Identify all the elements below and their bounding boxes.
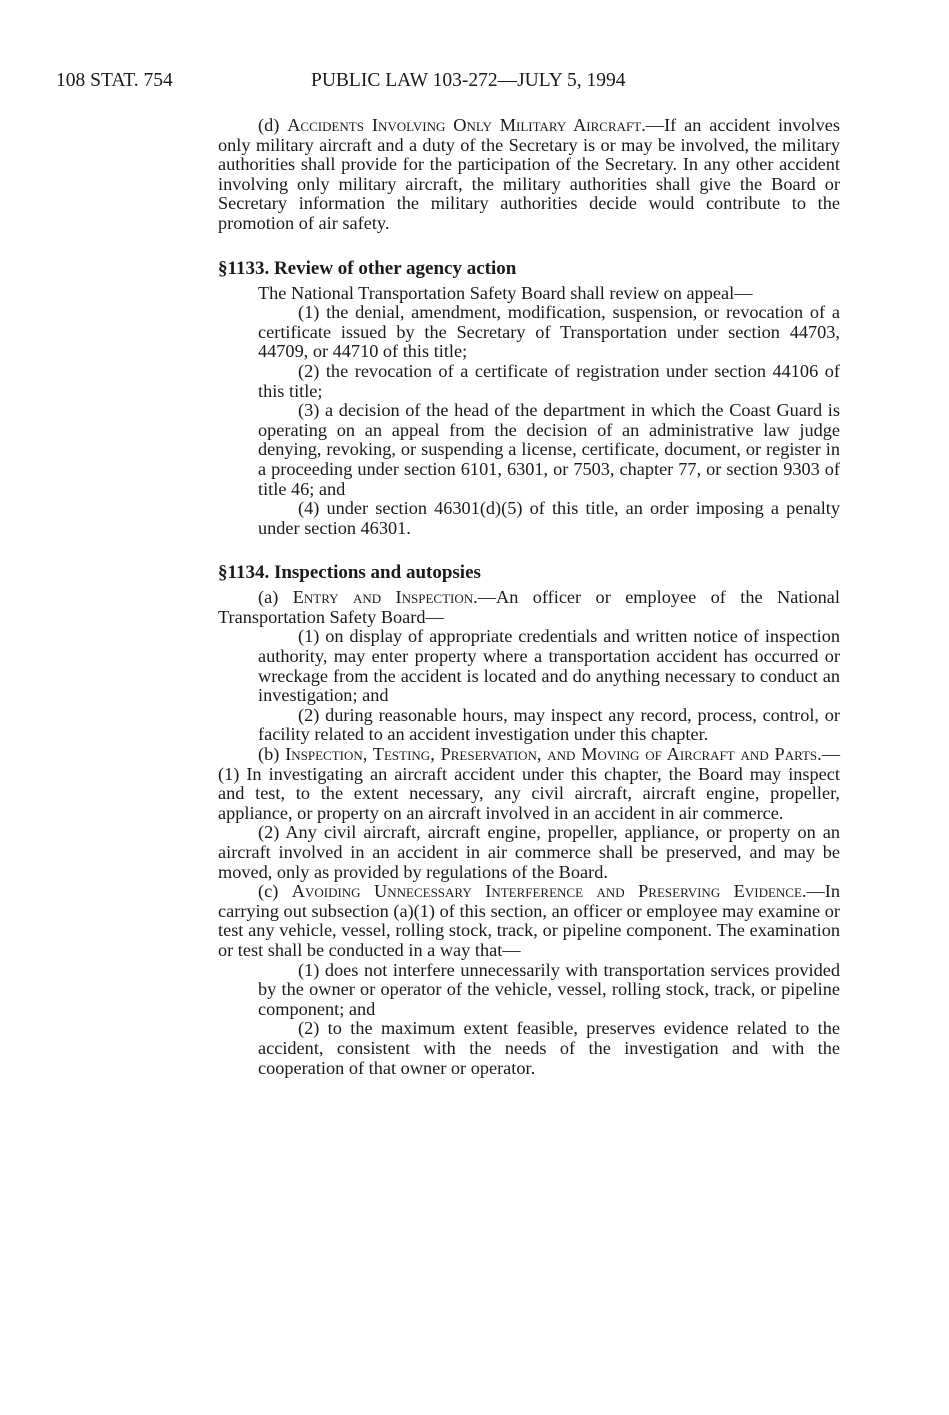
subsection-b-text: —(1) In investigating an aircraft accident under this chapter, the Board may inspect and test, to the extent necessary, any civil aircraft, aircraft engine, propeller, appliance, or property on an aircraft involved in an accident in air commerce.	[218, 744, 840, 823]
running-title: PUBLIC LAW 103-272—JULY 5, 1994	[311, 70, 626, 91]
subsection-a-item-2: (2) during reasonable hours, may inspect any record, process, control, or facility related to an accident investigation under this chapter.	[258, 704, 840, 745]
subsection-d	[218, 116, 840, 234]
subsection-c-item-2: (2) to the maximum extent feasible, preserves evidence related to the accident, consistent with the needs of the investigation and with the cooperation of that owner or operator.	[258, 1018, 840, 1078]
section-1134-heading: §1134. Inspections and autopsies	[218, 562, 481, 584]
document-body	[218, 116, 840, 1078]
section-1133-intro: The National Transportation Safety Board shall review on appeal—	[258, 282, 753, 303]
subsection-d-heading: Accidents Involving Only Military Aircraft.	[287, 115, 646, 135]
subsection-b-label: (b)	[258, 744, 280, 765]
subsection-c-heading: Avoiding Unnecessary Interference and Preserving Evidence.	[291, 881, 807, 902]
section-1133-item-1: (1) the denial, amendment, modification, suspension, or revocation of a certificate issued by the Secretary of Transportation under section 44703, 44709, or 44710 of this title;	[258, 302, 840, 362]
subsection-c-label: (c)	[258, 881, 279, 902]
subsection-a-label: (a)	[258, 587, 279, 608]
section-1133-item-4: (4) under section 46301(d)(5) of this title, an order imposing a penalty under section 46301.	[258, 498, 840, 538]
subsection-c	[218, 882, 840, 960]
section-1133-item-2: (2) the revocation of a certificate of registration under section 44106 of this title;	[258, 360, 840, 401]
subsection-b-heading: Inspection, Testing, Preservation, and Moving of Aircraft and Parts.	[285, 744, 822, 765]
section-1133-heading: §1133. Review of other agency action	[218, 257, 517, 279]
subsection-d-text: —If an accident involves only military aircraft and a duty of the Secretary is or may be involved, the military authorities shall provide for the participation of the Secretary. In any other accident involving only military aircraft, the military authorities shall give the Board or Secretary information the military authorities decide would contribute to the promotion of air safety.	[218, 115, 840, 233]
subsection-c-item-1: (1) does not interfere unnecessarily with transportation services provided by the owner or operator of the vehicle, vessel, rolling stock, track, or pipeline component; and	[258, 959, 840, 1019]
subsection-b	[218, 745, 840, 823]
subsection-a	[218, 588, 840, 627]
subsection-d-label: (d)	[258, 115, 280, 135]
section-1133-item-3: (3) a decision of the head of the department in which the Coast Guard is operating on an appeal from the decision of an administrative law judge denying, revoking, or suspending a license, certificate, document, or register in a proceeding under section 6101, 6301, or 7503, chapter 77, or section 9303 of title 46; and	[258, 400, 840, 499]
subsection-c-text: —In carrying out subsection (a)(1) of this section, an officer or employee may examine or test any vehicle, vessel, rolling stock, track, or pipeline component. The examination or test shall be conducted in a way that—	[218, 881, 840, 960]
page-number: 108 STAT. 754	[56, 70, 173, 91]
subsection-a-item-1: (1) on display of appropriate credentials and written notice of inspection authority, may enter property where a transportation accident has occurred or wreckage from the accident is located and do anything necessary to conduct an investigation; and	[258, 626, 840, 706]
page-header	[56, 66, 856, 96]
subsection-b-para-2: (2) Any civil aircraft, aircraft engine, propeller, appliance, or property on an aircraft involved in an accident in air commerce shall be preserved, and may be moved, only as provided by regulations of the Board.	[218, 822, 840, 882]
subsection-a-text: —An officer or employee of the National Transportation Safety Board—	[218, 587, 841, 627]
subsection-a-heading: Entry and Inspection.	[292, 587, 478, 608]
